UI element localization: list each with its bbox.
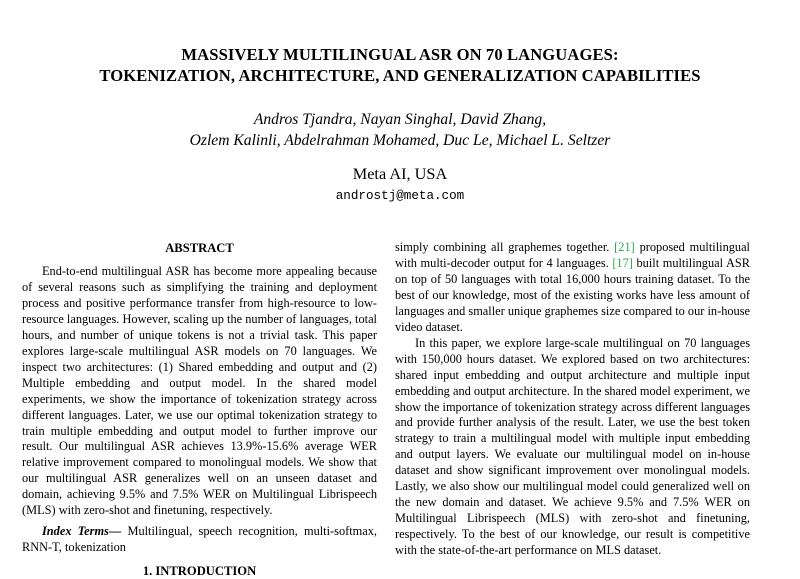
intro-p1-part-a: simply combining all graphemes together. (395, 240, 615, 254)
author-email: androstj@meta.com (335, 189, 465, 203)
citation-link-17[interactable]: [17] (612, 255, 633, 270)
citation-link-21[interactable]: [21] (614, 240, 635, 254)
intro-paragraph-2: In this paper, we explore large-scale multilingual on 70 languages with 150,000 hours dataset. We explored based on two architectures: shared input embedding and output architecture and multiple input embedding and output architecture. In the shared model experiment, we show the importance of tokenization strategy across different languages and provide further analysis of the result. Later, we use the best token strategy to train a multilingual model with multiple input embedding and output layers. We evaluate our multilingual model on in-house dataset and show significant improvement over monolingual models. Lastly, we also show our multilingual model could generalized well on the new domain and dataset. We achieve 9.5% and 7.5% WER on Multilingual Librispeech (MLS) with zero-shot and finetuning, respectively. To the best of our knowledge, our result is competitive with the state-of-the-art performance on MLS dataset. (395, 335, 750, 558)
intro-p1-part-c: built multilingual ASR on top of 50 languages with total 16,000 hours training dataset. To the best of our knowledge, most of the existing works have less amount of languages and smaller unique graphemes size compared to our in-house video dataset. (395, 255, 750, 334)
intro-paragraph-1 (395, 240, 750, 336)
title-line-1: MASSIVELY MULTILINGUAL ASR ON 70 LANGUAGES: (181, 45, 619, 64)
index-terms-text: Multilingual, speech recognition, multi-softmax, RNN-T, tokenization (22, 524, 378, 555)
authors-line-2: Ozlem Kalinli, Abdelrahman Mohamed, Duc Le, Michael L. Seltzer (189, 132, 611, 149)
abstract-heading: ABSTRACT (165, 241, 234, 255)
authors-line-1: Andros Tjandra, Nayan Singhal, David Zhang, (253, 111, 547, 128)
introduction-heading: 1. INTRODUCTION (142, 564, 257, 579)
affiliation: Meta AI, USA (352, 164, 448, 183)
index-terms (22, 524, 377, 556)
right-column (395, 240, 750, 559)
author-list (0, 109, 800, 151)
abstract-text: End-to-end multilingual ASR has become more appealing because of several reasons such as simplifying the training and deployment process and positive performance transfer from high-resource to low-resource languages. However, scaling up the number of languages, total hours, and number of unique tokens is not a trivial task. This paper explores large-scale multilingual ASR models on 70 languages. We inspect two architectures: (1) Shared embedding and output and (2) Multiple embedding and output model. In the shared model experiments, we show the importance of tokenization strategy across different languages. Later, we use our optimal tokenization strategy to train multiple embedding and output model to further improve our result. Our multilingual ASR achieves 13.9%-15.6% average WER relative improvement compared to monolingual models. We show that our multilingual ASR generalizes well on an unseen dataset and domain, achieving 9.5% and 7.5% WER on Multilingual Librispeech (MLS) with zero-shot and finetuning, respectively. (22, 264, 377, 518)
index-terms-label: Index Terms— (42, 524, 122, 539)
intro-p1-part-b: proposed multilingual with multi-decoder output for 4 languages. (395, 240, 750, 270)
left-column (22, 240, 377, 579)
title-line-2: TOKENIZATION, ARCHITECTURE, AND GENERALIZATION CAPABILITIES (99, 66, 701, 85)
paper-title (0, 44, 800, 86)
